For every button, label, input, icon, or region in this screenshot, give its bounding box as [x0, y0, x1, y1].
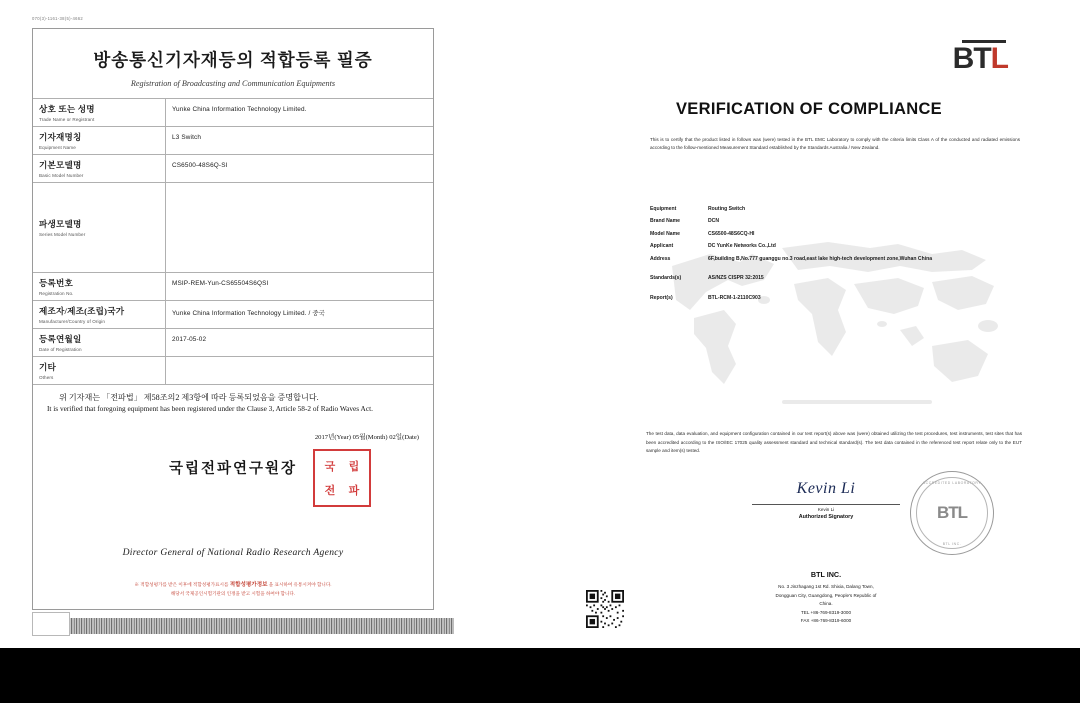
- detail-key: Applicant: [650, 243, 674, 250]
- director-title: 국립전파연구원장: [168, 461, 298, 478]
- detail-value: Routing Switch: [708, 206, 746, 212]
- accreditation-note: The test data, data evaluation, and equipment configuration contained in our test report(s) above was (were) obtained utilizing the test procedures, test instruments, test sites that has been accredited according to the ISO/IEC 17025 quality assessment standard and technical standard(s). The test data contained in the referenced test report relate only to the EUT sample and item(s) tested.: [646, 431, 1022, 454]
- certificate-title-en: Registration of Broadcasting and Communication Equipments: [130, 79, 336, 88]
- seal-char: 파: [348, 485, 360, 498]
- field-label: [33, 127, 166, 155]
- logo-letter-b: B: [952, 42, 974, 75]
- field-label: [33, 273, 166, 301]
- field-value: L3 Switch: [166, 127, 434, 155]
- footnote-part-a: ※ 적합성평가를 받은 이후에 적합성평가표시를: [134, 582, 230, 588]
- detail-value: AS/NZS CISPR 32:2015: [708, 275, 764, 282]
- field-label-en: Trade Name or Registrant: [39, 117, 95, 122]
- field-value: [166, 357, 434, 385]
- table-row: [33, 155, 433, 183]
- field-label-ko: 기자재명칭: [39, 132, 82, 142]
- btl-certificate: [586, 28, 1032, 626]
- table-row: [33, 301, 433, 329]
- detail-key: Model Name: [650, 230, 681, 237]
- btl-logo: [953, 42, 1008, 76]
- certificate-fields-table: [33, 98, 433, 384]
- field-label-ko: 등록번호: [39, 278, 74, 288]
- field-label: [33, 357, 166, 385]
- stamp-top-text: ACCREDITED LABORATORY: [922, 481, 982, 485]
- statement-korean: 위 기자재는 「전파법」 제58조의2 제3항에 따라 등록되었음을 증명합니다.: [59, 393, 319, 402]
- detail-value: DC YunKe Networks Co.,Ltd: [708, 243, 776, 250]
- qr-code: [586, 590, 624, 628]
- footnote-part-c: 을 표시하여 유통시켜야 합니다.: [267, 582, 332, 588]
- field-label: [33, 155, 166, 183]
- address-line-3: China.: [819, 601, 833, 607]
- detail-value: BTL-RCM-1-2110C903: [708, 295, 761, 302]
- field-label-en: Manufacturer/Country of Origin: [39, 319, 106, 324]
- viewer-background: [0, 648, 1080, 703]
- detail-row: [650, 231, 1022, 239]
- field-label: [33, 329, 166, 357]
- detail-key: Report(s): [650, 295, 673, 302]
- detail-row: [650, 256, 1022, 264]
- field-value: 2017-05-02: [166, 329, 434, 357]
- address-line-2: Dongguan City, Guangdong, People's Republic of: [775, 592, 877, 598]
- korean-certificate: [14, 14, 448, 634]
- detail-key: Standards(s): [650, 275, 682, 282]
- detail-key: Brand Name: [650, 218, 681, 225]
- stamp-bottom-text: BTL INC.: [942, 542, 962, 546]
- field-label-en: Basic Model Number: [39, 173, 84, 178]
- field-value: CS6500-48S6Q-SI: [166, 155, 434, 183]
- agency-name-en: Director General of National Radio Research Agency: [122, 547, 344, 559]
- detail-row: [650, 275, 1022, 283]
- certificate-statement: [33, 384, 433, 415]
- signatory-role: Authorized Signatory: [798, 514, 854, 520]
- certificate-footnote: [33, 580, 433, 598]
- footnote-line-1: [33, 580, 433, 590]
- field-label-ko: 기타: [39, 362, 57, 372]
- seal-char: 전: [324, 485, 336, 498]
- table-row: [33, 99, 433, 127]
- field-label-ko: 상호 또는 성명: [39, 104, 95, 114]
- field-label-ko: 기본모델명: [39, 160, 82, 170]
- field-label-ko: 제조자/제조(조립)국가: [39, 306, 125, 316]
- statement-english: It is verified that foregoing equipment has been registered under the Clause 3, Article 58-2 of Radio Waves Act.: [47, 404, 373, 414]
- detail-row: [650, 243, 1022, 251]
- certificate-title-ko: 방송통신기자재등의 적합등록 필증: [93, 50, 373, 70]
- detail-row: [650, 218, 1022, 226]
- address-line-1: No. 3 Jinzhagang 1st Rd. Shixia, Dalang Town,: [778, 584, 874, 590]
- logo-letter-t: T: [973, 42, 991, 75]
- document-top-code: 070(3)-1161-38(5)-4662: [32, 16, 83, 21]
- detail-row: [650, 295, 1022, 303]
- field-label-ko: 파생모델명: [39, 219, 82, 229]
- equipment-details: [650, 206, 1022, 308]
- field-label: [33, 183, 166, 273]
- field-value: Yunke China Information Technology Limited.: [166, 99, 434, 127]
- issue-date: 2017년(Year) 05월(Month) 02일(Date): [314, 434, 419, 442]
- signature-block: [752, 480, 900, 520]
- certificate-frame: [32, 28, 434, 610]
- official-seal: [313, 449, 371, 507]
- table-row: [33, 273, 433, 301]
- field-value: [166, 183, 434, 273]
- field-label: [33, 301, 166, 329]
- stamp-logo-text: BTL: [936, 503, 968, 522]
- field-label-en: Others: [39, 375, 54, 380]
- company-name: BTL INC.: [810, 570, 842, 579]
- detail-value: CS6500-48S6CQ-HI: [708, 230, 755, 237]
- field-label: [33, 99, 166, 127]
- field-label-en: Registration No.: [39, 291, 74, 296]
- scan-artifact-strip: [32, 618, 454, 634]
- footnote-line-2: 해당서 국제공인시험기관의 인정을 받고 시험을 하여야 합니다.: [170, 591, 296, 597]
- field-label-en: Equipment Name: [39, 145, 76, 150]
- telephone: TEL +86-769-8319-3000: [800, 609, 851, 615]
- fax: FAX +86-769-8319-6000: [800, 618, 852, 624]
- table-row: [33, 183, 433, 273]
- director-block: [33, 457, 433, 543]
- field-label-en: Series Model Number: [39, 232, 86, 237]
- table-row: [33, 329, 433, 357]
- table-row: [33, 127, 433, 155]
- signature-line: [752, 504, 900, 505]
- intro-paragraph: This is to certify that the product listed in follows was (were) tested in the BTL EMC Laboratory to comply with the criteria limits Class A of the conducted and radiated emissions according to the follow-mentioned Measurement Standard established by the Standards Australia / New Zealand.: [650, 137, 1020, 151]
- company-address-block: [696, 568, 956, 626]
- seal-char: 국: [324, 461, 336, 474]
- detail-row: [650, 206, 1022, 214]
- signature-script: Kevin Li: [796, 480, 856, 497]
- field-label-ko: 등록연월일: [39, 334, 82, 344]
- field-value: Yunke China Information Technology Limited. / 중국: [166, 301, 434, 329]
- detail-key: Equipment: [650, 206, 677, 212]
- detail-value: DCN: [708, 218, 720, 225]
- logo-letter-l: L: [990, 42, 1008, 75]
- scan-corner-box: [32, 612, 70, 636]
- field-label-en: Date of Registration: [39, 347, 82, 352]
- detail-key: Address: [650, 255, 671, 262]
- footnote-part-b: 적합성평가정보: [229, 582, 268, 589]
- page-title: VERIFICATION OF COMPLIANCE: [676, 100, 942, 118]
- seal-char: 립: [348, 461, 360, 474]
- table-row: [33, 357, 433, 385]
- field-value: MSIP-REM-Yun-CS65504S6QSI: [166, 273, 434, 301]
- accreditation-stamp: [910, 471, 994, 555]
- detail-value: 6F,building B,No.777 guanggu no.3 road,east lake high-tech development zone,Wuhan China: [708, 255, 933, 262]
- signatory-name: Kevin Li: [817, 507, 835, 512]
